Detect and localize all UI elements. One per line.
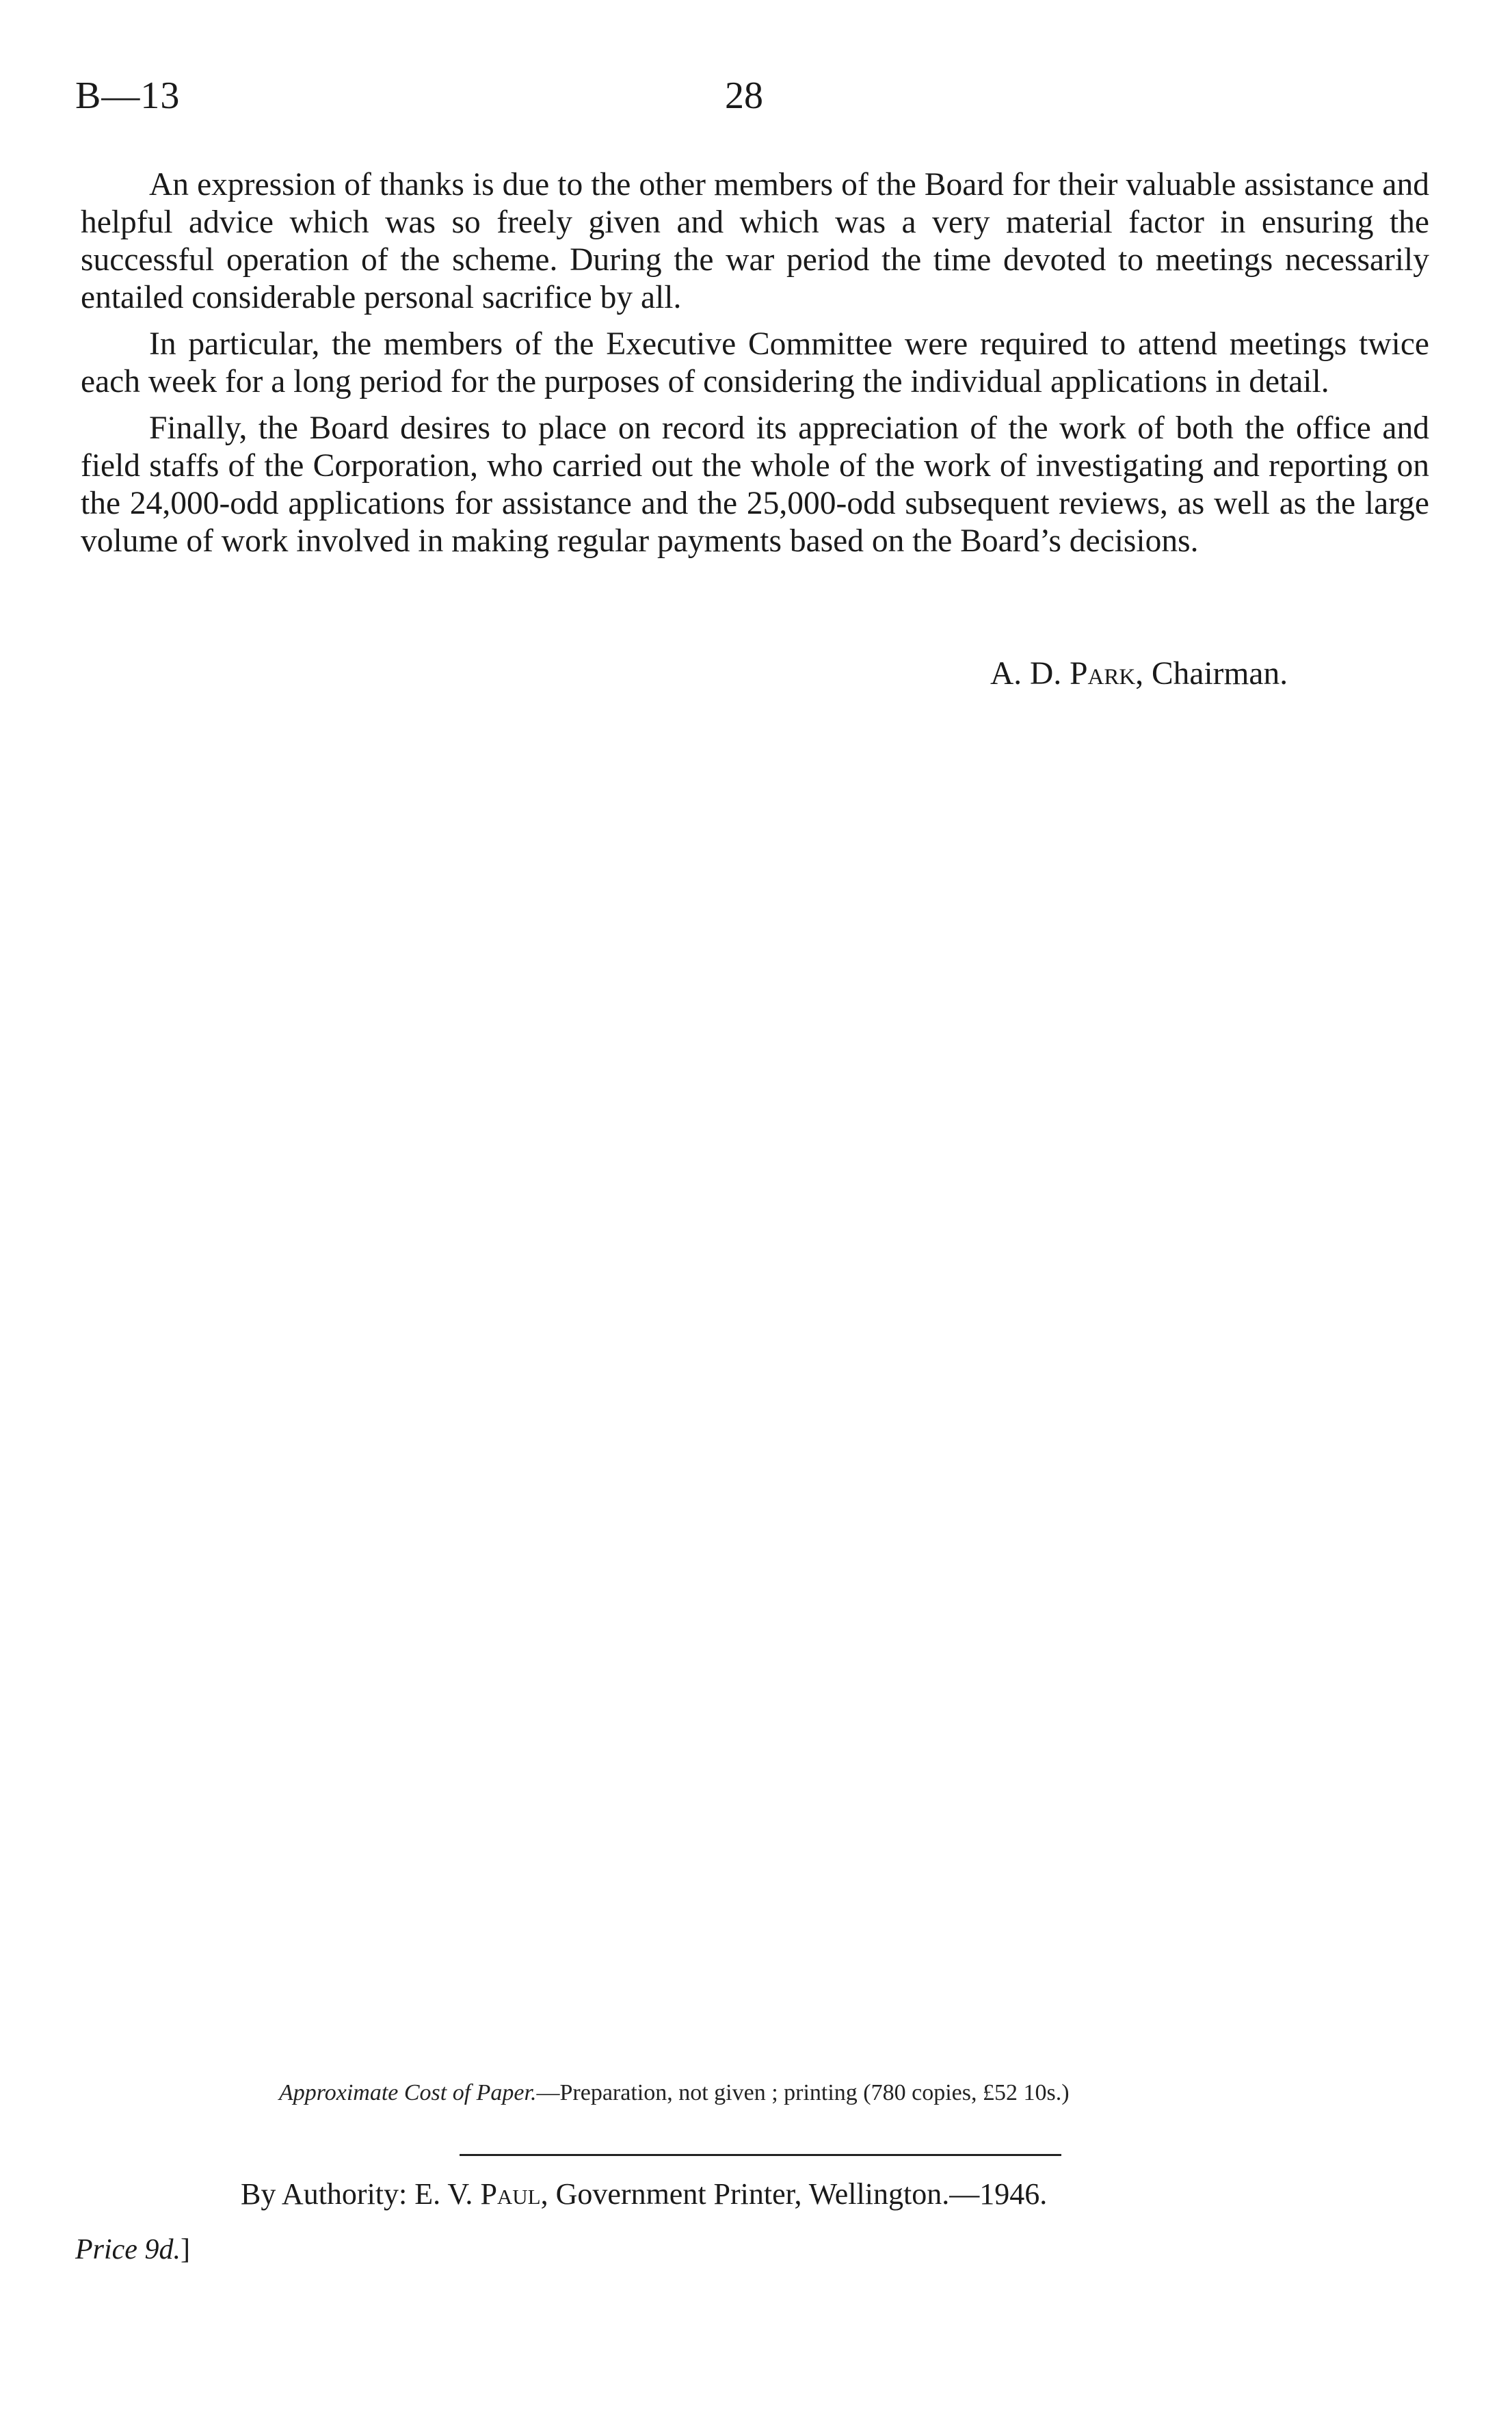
cost-of-paper-note — [279, 2081, 1070, 2105]
paragraph-thanks: An expression of thanks is due to the other members of the Board for their valuable assistance and helpful advice which was so freely given and which was a very material factor in ensuring the successful operation of the scheme. During the war period the time devoted to meetings necessarily entailed considerable personal sacrifice by all. — [81, 167, 1429, 315]
cost-label: Approximate Cost of Paper. — [279, 2080, 537, 2105]
body-text — [81, 166, 1429, 569]
printer-authority-line — [241, 2179, 1047, 2209]
authority-prefix: By Authority: E. V. — [241, 2177, 473, 2211]
paragraph-staff-appreciation: Finally, the Board desires to place on record its appreciation of the work of both the office and field staffs of the Corporation, who carried out the whole of the work of investigating and reporting on the 24,000-odd applications for assistance and the 25,000-odd subsequent reviews, as well as the large volume of work involved in making regular payments based on the Board’s decisions. — [81, 410, 1429, 559]
signature-line — [990, 658, 1288, 691]
document-reference: B—13 — [75, 75, 181, 117]
page-number: 28 — [725, 75, 763, 117]
authority-suffix: , Government Printer, Wellington.—1946. — [540, 2177, 1048, 2211]
signature-title: , Chairman. — [1135, 656, 1288, 692]
price-label: Price 9d. — [75, 2234, 181, 2265]
printer-name: Paul — [480, 2177, 541, 2211]
cost-text: —Preparation, not given ; printing (780 copies, £52 10s.) — [536, 2080, 1070, 2105]
price-bracket: ] — [180, 2234, 190, 2265]
signature-initials: A. D. — [990, 656, 1062, 692]
paragraph-executive-committee: In particular, the members of the Executive Committee were required to attend meetings twice each week for a long period for the purposes of considering the individual applications in detail. — [81, 326, 1429, 399]
signature-surname: Park — [1070, 656, 1136, 692]
price-line — [75, 2235, 190, 2264]
footer-divider — [460, 2154, 1061, 2156]
